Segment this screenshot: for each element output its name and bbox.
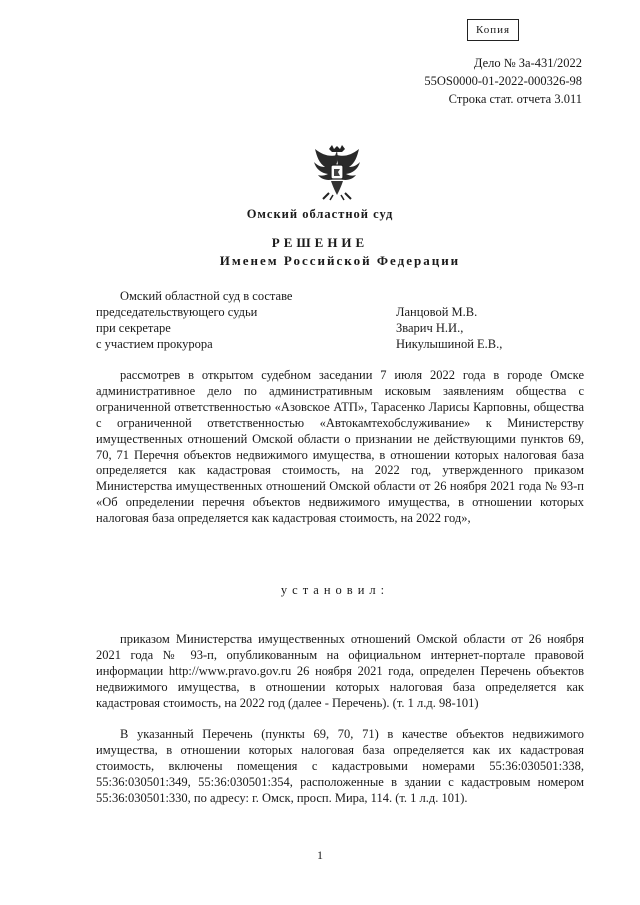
composition-row	[96, 336, 546, 352]
composition-row	[96, 304, 546, 320]
stat-line: Строка стат. отчета 3.011	[448, 92, 582, 106]
composition-row	[96, 320, 546, 336]
page-number: 1	[317, 848, 323, 862]
paragraph-considered	[96, 368, 584, 527]
document-title: РЕШЕНИЕ	[271, 235, 369, 250]
ustanovil-heading: установил:	[280, 583, 390, 597]
paragraph-list	[96, 727, 584, 807]
paragraph-text: приказом Министерства имущественных отношений Омской области от 26 ноября 2021 года № 93-п, опубликованным на официальном интернет-портале правовой информации http://www.pravo.gov.ru 26 ноября 2021 года, определен Перечень объектов недвижимого имущества, в отношении которых налоговая база определяется как кадастровая стоимость, на 2022 год (далее - Перечень). (т. 1 л.д. 98-101)	[96, 632, 584, 710]
composition-name: Зварич Н.И.,	[396, 321, 464, 335]
russian-coat-of-arms-icon	[309, 143, 365, 201]
composition-role: при секретаре	[96, 321, 171, 335]
case-uid: 55OS0000-01-2022-000326-98	[424, 74, 582, 88]
composition-name: Никулышиной Е.В.,	[396, 337, 503, 351]
composition-intro: Омский областной суд в составе	[120, 289, 293, 303]
case-info	[424, 54, 582, 108]
composition-name: Ланцовой М.В.	[396, 305, 478, 319]
court-composition	[96, 288, 546, 352]
paragraph-order	[96, 632, 584, 712]
composition-role: председательствующего судьи	[96, 305, 258, 319]
paragraph-text: рассмотрев в открытом судебном заседании 7 июля 2022 года в городе Омске административное дело по административным исковым заявлениям общества с ограниченной ответственностью «Азовское АТП», Тарасенко Ларисы Карповны, общества с ограниченной ответственностью «Автокамтехобслуживание» к Министерству имущественных отношений Омской области о признании не действующими пунктов 69, 70, 71 Перечня объектов недвижимого имущества, в отношении которых налоговая база определяется как кадастровая стоимость, на 2022 год, утвержденного приказом Министерства имущественных отношений Омской области от 26 ноября 2021 года № 93-п «Об определении перечня объектов недвижимого имущества, в отношении которых налоговая база определяется как кадастровая стоимость, на 2022 год»,	[96, 368, 584, 526]
paragraph-text: В указанный Перечень (пункты 69, 70, 71) в качестве объектов недвижимого имущества, в отношении которых налоговая база определяется как их кадастровая стоимость, включены помещения с кадастровыми номерами 55:36:030501:338, 55:36:030501:349, 55:36:030501:354, расположенные в здании с кадастровым номером 55:36:030501:330, по адресу: г. Омск, просп. Мира, 114. (т. 1 л.д. 101).	[96, 727, 584, 805]
document-subtitle: Именем Российской Федерации	[219, 253, 461, 268]
copy-stamp: Копия	[467, 19, 519, 41]
composition-role: с участием прокурора	[96, 337, 213, 351]
court-name: Омский областной суд	[246, 207, 394, 221]
case-number: Дело № За-431/2022	[473, 56, 582, 70]
